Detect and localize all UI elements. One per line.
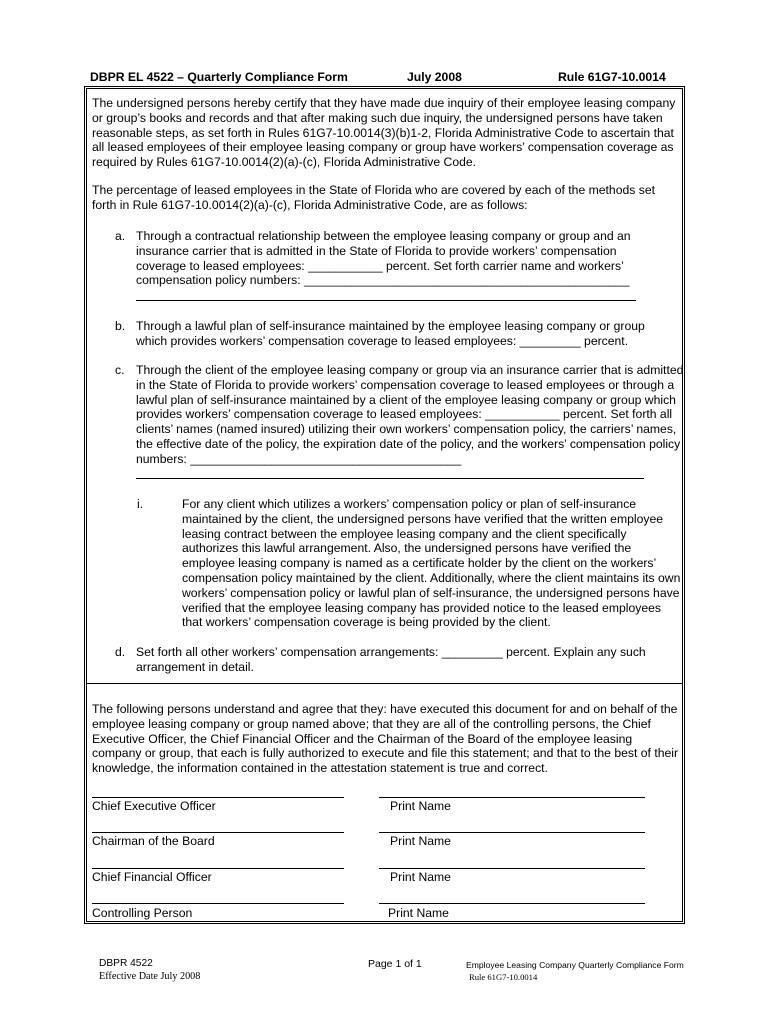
item-d-text: Set forth all other workers’ compensation arrangements: _________ percent. Explain any such arrangement in detail. xyxy=(136,645,646,674)
item-i-text: For any client which utilizes a workers’ compensation policy or plan of self-insurance maintained by the client, the undersigned persons have verified that the written employee leasing contract between the employee leasing company and the client specifically authorizes this lawful arrangement. Also, the undersigned persons have verified the employee leasing company is named as a certificate holder by the client on the workers’ compensation policy maintained by the client. Additionally, where the client maintains its own workers’ compensation policy or lawful plan of self-insurance, the undersigned persons have verified that the employee leasing company has provided notice to the leased employees that workers’ compensation coverage is being provided by the client. xyxy=(182,497,681,630)
controlling-signature-line[interactable] xyxy=(92,903,344,904)
footer-form-id: DBPR 4522 xyxy=(99,958,153,969)
footer-page-number: Page 1 of 1 xyxy=(368,958,422,970)
item-a-marker: a. xyxy=(115,229,126,243)
item-i-marker: i. xyxy=(137,497,144,511)
form-rule: Rule 61G7-10.0014 xyxy=(558,70,666,84)
item-a-blank-line[interactable] xyxy=(136,300,636,301)
footer-effective-date: Effective Date July 2008 xyxy=(99,971,201,982)
form-header xyxy=(90,70,680,86)
chairman-label: Chairman of the Board xyxy=(92,834,215,848)
cfo-print-label: Print Name xyxy=(390,870,451,884)
item-c-blank-line[interactable] xyxy=(136,478,644,479)
footer-form-name: Employee Leasing Company Quarterly Compliance Form xyxy=(466,960,684,970)
item-b-text: Through a lawful plan of self-insurance maintained by the employee leasing company or group which provides workers’ compensation coverage to leased employees: _________ percent. xyxy=(136,319,645,348)
form-date: July 2008 xyxy=(407,70,462,84)
percentage-intro: The percentage of leased employees in the State of Florida who are covered by each of the methods set forth in Rule 61G7-10.0014(2)(a)-(c), Florida Administrative Code, are as follows: xyxy=(92,183,655,212)
item-c-text: Through the client of the employee leasing company or group via an insurance carrier that is admitted in the State of Florida to provide workers’ compensation coverage to leased employees or through a lawful plan of self-insurance maintained by a client of the employee leasing company or group which provides workers’ compensation coverage to leased employees: ___________ percent. Set forth all clients’ names (named insured) utilizing their own workers’ compensation policy, the carriers’ names, the effective date of the policy, the expiration date of the policy, and the workers’ compensation policy numbers: ________________________________________ xyxy=(136,363,684,466)
ceo-label: Chief Executive Officer xyxy=(92,799,216,813)
controlling-label: Controlling Person xyxy=(92,906,193,920)
item-d-marker: d. xyxy=(115,645,126,659)
ceo-print-label: Print Name xyxy=(390,799,451,813)
attestation-text: The following persons understand and agree that they: have executed this document for and on behalf of the employee leasing company or group named above; that they are all of the controlling persons, the Chief Executive Officer, the Chief Financial Officer and the Chairman of the Board of the employee leasing company or group, that each is fully authorized to execute and file this statement; and that to the best of their knowledge, the information contained in the attestation statement is true and correct. xyxy=(92,702,679,776)
ceo-print-line[interactable] xyxy=(379,797,645,798)
footer-rule: Rule 61G7-10.0014 xyxy=(469,972,538,982)
item-b-marker: b. xyxy=(115,319,126,333)
certification-section xyxy=(87,89,682,684)
form-body xyxy=(84,86,685,924)
chairman-print-label: Print Name xyxy=(390,834,451,848)
ceo-signature-line[interactable] xyxy=(92,797,344,798)
cfo-label: Chief Financial Officer xyxy=(92,870,212,884)
item-a-text: Through a contractual relationship between the employee leasing company or group and an insurance carrier that is admitted in the State of Florida to provide workers’ compensation coverage to leased employees: ___________ percent. Set forth carrier name and workers’ compensation policy numbers: ________________________________________________ xyxy=(136,229,631,288)
cfo-signature-line[interactable] xyxy=(92,868,344,869)
controlling-print-label: Print Name xyxy=(388,906,449,920)
chairman-signature-line[interactable] xyxy=(92,832,344,833)
item-c-marker: c. xyxy=(115,363,125,377)
form-title: DBPR EL 4522 – Quarterly Compliance Form xyxy=(90,70,348,84)
controlling-print-line[interactable] xyxy=(379,903,645,904)
certification-intro: The undersigned persons hereby certify that they have made due inquiry of their employee leasing company or group’s books and records and that after making such due inquiry, the undersigned persons have taken reasonable steps, as set forth in Rules 61G7-10.0014(3)(b)1-2, Florida Administrative Code to ascertain that all leased employees of their employee leasing company or group have workers’ compensation coverage as required by Rules 61G7-10.0014(2)(a)-(c), Florida Administrative Code. xyxy=(92,96,676,170)
cfo-print-line[interactable] xyxy=(379,868,645,869)
chairman-print-line[interactable] xyxy=(379,832,645,833)
